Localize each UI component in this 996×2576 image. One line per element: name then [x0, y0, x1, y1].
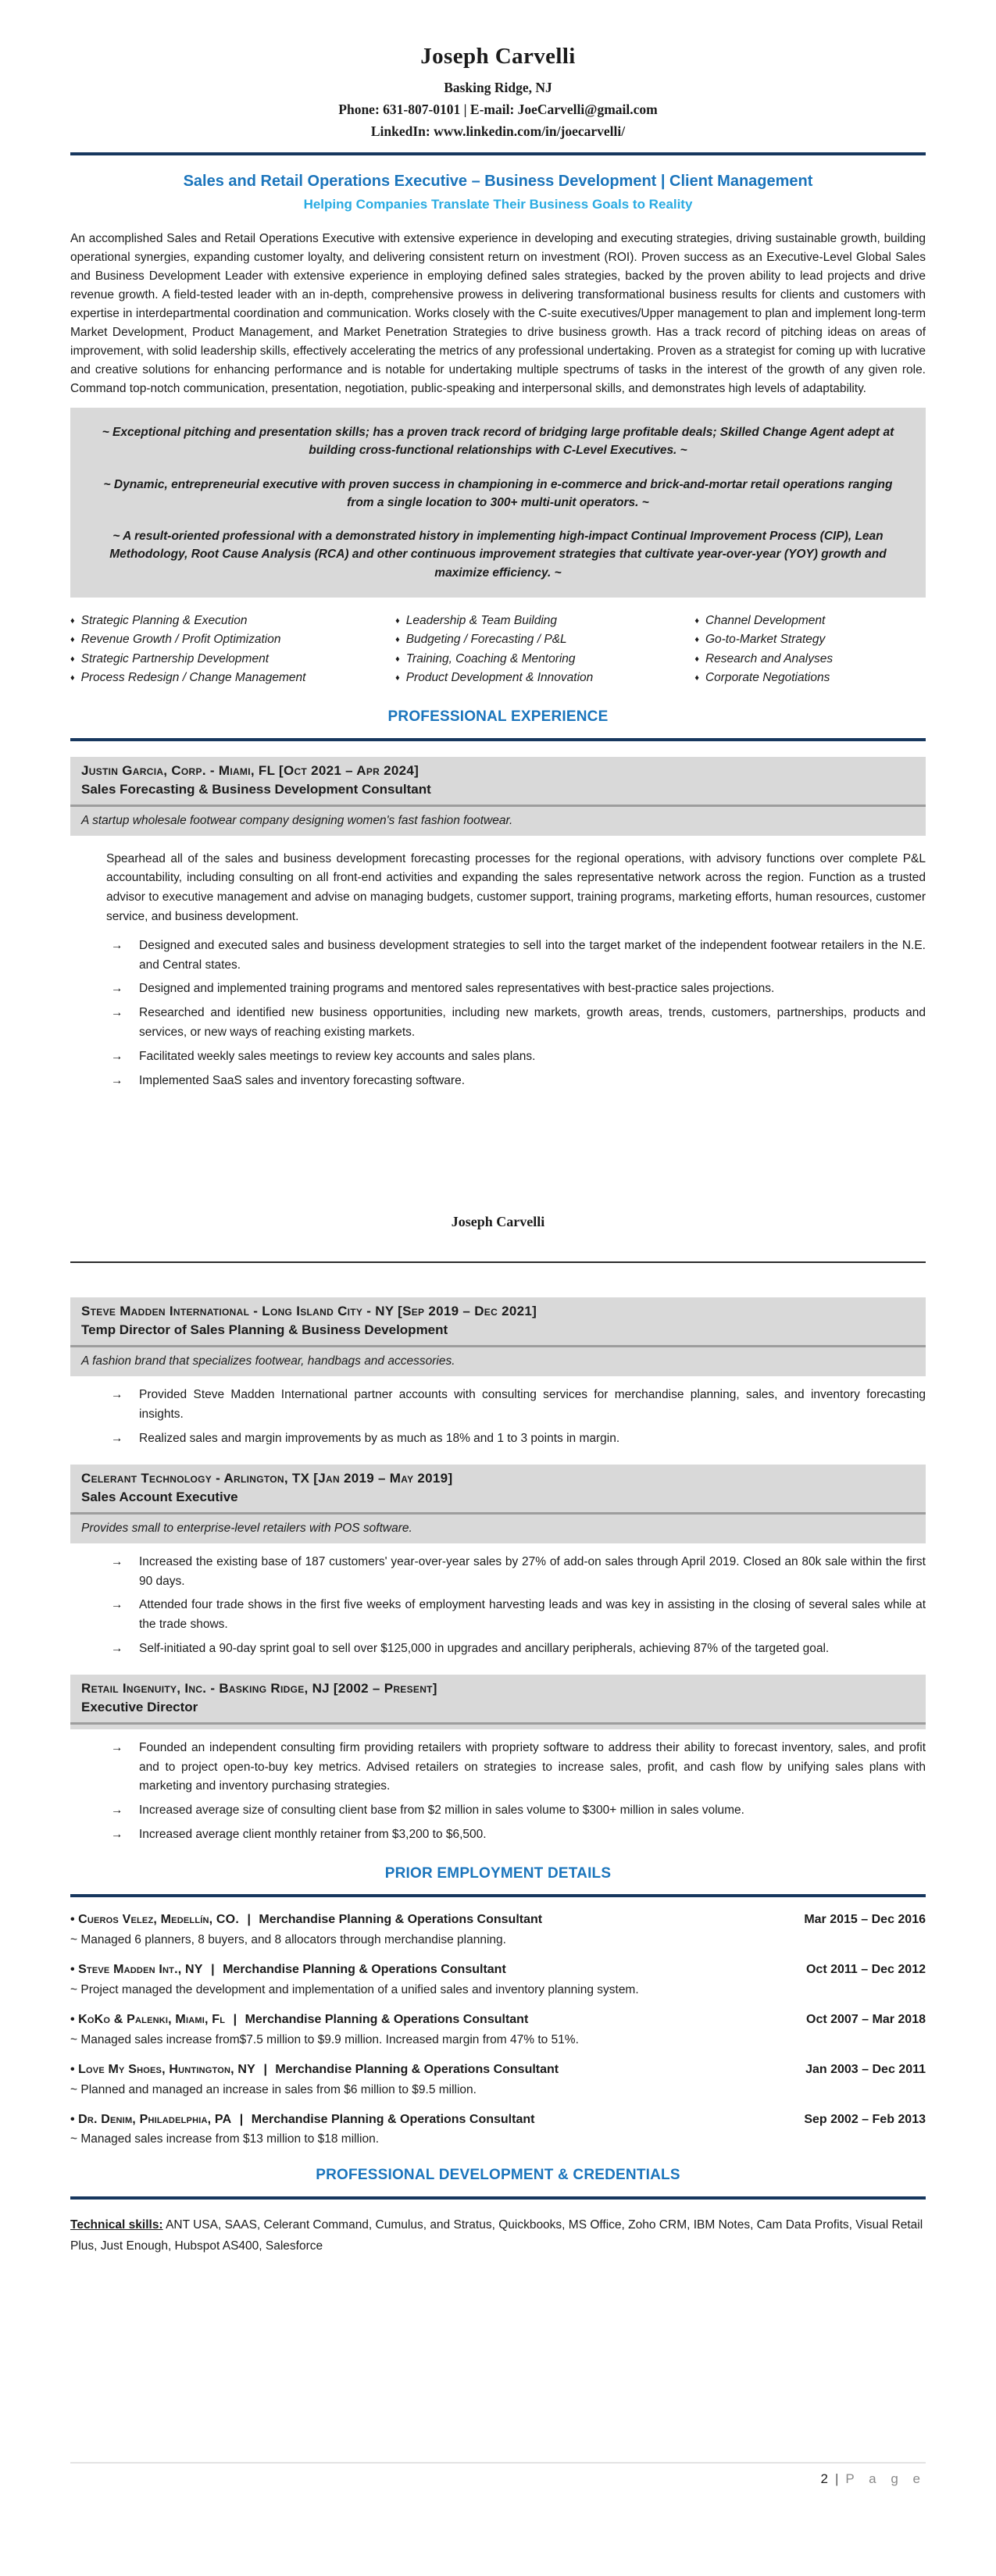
- page-number: [70, 2471, 926, 2487]
- arrow-bullet-icon: →: [111, 1388, 123, 1402]
- bullet-text: Designed and implemented training programs and mentored sales representatives with best-practice sales projections.: [139, 982, 775, 996]
- pipe-separator: |: [247, 1913, 251, 1927]
- prior-company: Love My Shoes, Huntington, NY: [78, 2062, 256, 2076]
- bullet-text: Attended four trade shows in the first five weeks of employment harvesting leads and was key in assisting in the closing of several sales while at the trade shows.: [139, 1598, 926, 1632]
- page-number-value: 2: [820, 2471, 828, 2486]
- highlight-statement: ~ A result-oriented professional with a demonstrated history in implementing high-impact Continual Improvement Process (CIP), Lean Methodology, Root Cause Analysis (RCA) and other continuous improvement strategies that cultivate year-over-year (YOY) growth and maximize efficiency. ~: [109, 530, 887, 580]
- divider: [70, 152, 926, 155]
- job-header: [70, 1297, 926, 1376]
- competency-column: [694, 612, 926, 688]
- diamond-bullet-icon: ♦: [70, 654, 75, 664]
- prior-entry-title: [70, 2012, 528, 2028]
- pipe-separator: |: [233, 2013, 237, 2027]
- job-entry: [70, 1297, 926, 1448]
- headline-title: Sales and Retail Operations Executive – Business Development | Client Management: [183, 173, 813, 190]
- list-item: [70, 1639, 926, 1659]
- job-entry: [70, 757, 926, 1091]
- linkedin-line: LinkedIn: www.linkedin.com/in/joecarvelli/: [370, 123, 626, 139]
- page-footer: [70, 2462, 926, 2487]
- arrow-bullet-icon: →: [111, 1554, 123, 1568]
- list-item: [70, 1553, 926, 1592]
- page-title: Joseph Carvelli: [420, 44, 576, 69]
- list-item: [395, 669, 694, 687]
- bullet-text: Founded an independent consulting firm providing retailers with propriety software to address their ability to forecast inventory, sales, and profit and to project open-to-buy key metrics. Advised retailers on strategies to increase sales, profit, and cash flow by unifying sales plans with marketing and inventory purchasing strategies.: [139, 1740, 926, 1793]
- prior-entry-header: [70, 1912, 926, 1928]
- pipe-separator: |: [211, 1963, 215, 1977]
- list-item: [395, 630, 694, 649]
- competency-label: Revenue Growth / Profit Optimization: [80, 633, 281, 647]
- prior-dates: Jan 2003 – Dec 2011: [805, 2062, 926, 2076]
- competency-label: Channel Development: [705, 613, 826, 627]
- list-item: [70, 669, 395, 687]
- section-heading-prior-employment: PRIOR EMPLOYMENT DETAILS: [384, 1864, 612, 1882]
- job-role: Sales Account Executive: [81, 1489, 238, 1504]
- competency-label: Corporate Negotiations: [705, 671, 830, 685]
- divider: [70, 2462, 926, 2464]
- bullet-text: Increased average client monthly retainer from $3,200 to $6,500.: [139, 1827, 487, 1841]
- prior-employment-entry: [70, 1912, 926, 1947]
- highlight-statement: ~ Dynamic, entrepreneurial executive with proven success in championing in e-commerce and brick-and-mortar retail operations ranging from a single location to 300+ multi-unit operators. ~: [103, 477, 893, 509]
- list-item: [70, 630, 395, 649]
- list-item: [70, 612, 395, 630]
- job-header: [70, 1675, 926, 1729]
- prior-employment-list: [70, 1912, 926, 2146]
- prior-entry-title: [70, 2112, 534, 2128]
- arrow-bullet-icon: →: [111, 1804, 123, 1818]
- prior-entry-title: [70, 2062, 559, 2078]
- competency-column: [395, 612, 694, 688]
- competency-label: Process Redesign / Change Management: [80, 671, 306, 685]
- job-company-line: Justin Garcia, Corp. - Miami, FL [Oct 2021 – Apr 2024]: [81, 762, 419, 778]
- prior-note: ~ Managed sales increase from $13 million to $18 million.: [70, 2132, 380, 2146]
- prior-role: Merchandise Planning & Operations Consultant: [259, 1913, 543, 1927]
- list-item: [70, 650, 395, 669]
- arrow-bullet-icon: →: [111, 1049, 123, 1063]
- technical-skills-label: Technical skills:: [70, 2218, 163, 2232]
- job-bullet-list: [70, 1386, 926, 1448]
- prior-company: Steve Madden Int., NY: [78, 1963, 203, 1977]
- dot-bullet-icon: •: [70, 2013, 75, 2027]
- arrow-bullet-icon: →: [111, 1827, 123, 1841]
- job-bullet-list: [70, 1553, 926, 1659]
- job-company-line: Retail Ingenuity, Inc. - Basking Ridge, NJ [2002 – Present]: [81, 1680, 437, 1696]
- list-item: [70, 1596, 926, 1635]
- arrow-bullet-icon: →: [111, 982, 123, 996]
- list-item: [70, 1739, 926, 1796]
- dot-bullet-icon: •: [70, 2062, 75, 2076]
- bullet-text: Implemented SaaS sales and inventory forecasting software.: [139, 1073, 466, 1087]
- list-item: [70, 1801, 926, 1821]
- prior-entry-header: [70, 2012, 926, 2028]
- diamond-bullet-icon: ♦: [694, 615, 699, 626]
- job-header: [70, 757, 926, 836]
- list-item: [70, 937, 926, 976]
- prior-note: ~ Managed sales increase from$7.5 million to $9.9 million. Increased margin from 47% to 51%.: [70, 2032, 579, 2046]
- bullet-text: Self-initiated a 90-day sprint goal to sell over $125,000 in upgrades and ancillary peripherals, achieving 87% of the targeted goal.: [139, 1641, 830, 1655]
- technical-skills-text: ANT USA, SAAS, Celerant Command, Cumulus, and Stratus, Quickbooks, MS Office, Zoho CRM, IBM Notes, Cam Data Profits, Visual Retail Plus, Just Enough, Hubspot AS400, Salesforce: [70, 2218, 923, 2253]
- competency-label: Go-to-Market Strategy: [705, 633, 826, 647]
- pipe-separator: |: [239, 2112, 244, 2126]
- divider: [70, 738, 926, 741]
- core-competencies: [70, 612, 926, 688]
- job-bullet-list: [70, 937, 926, 1091]
- list-item: [694, 612, 926, 630]
- section-heading-experience: PROFESSIONAL EXPERIENCE: [387, 708, 609, 725]
- prior-employment-entry: [70, 2062, 926, 2097]
- list-item: [694, 630, 926, 649]
- list-item: [70, 1825, 926, 1845]
- job-company-description: Provides small to enterprise-level retailers with POS software.: [81, 1521, 412, 1535]
- prior-company: Dr. Denim, Philadelphia, PA: [78, 2112, 232, 2126]
- prior-role: Merchandise Planning & Operations Consultant: [251, 2112, 535, 2126]
- prior-entry-title: [70, 1912, 542, 1928]
- job-role: Sales Forecasting & Business Development Consultant: [81, 781, 431, 797]
- list-item: [70, 1047, 926, 1067]
- job-role: Executive Director: [81, 1699, 198, 1714]
- diamond-bullet-icon: ♦: [70, 673, 75, 683]
- bullet-text: Realized sales and margin improvements by as much as 18% and 1 to 3 points in margin.: [139, 1431, 620, 1445]
- highlight-box: [70, 408, 926, 598]
- dot-bullet-icon: •: [70, 2112, 75, 2126]
- prior-entry-header: [70, 1962, 926, 1978]
- diamond-bullet-icon: ♦: [395, 673, 400, 683]
- arrow-bullet-icon: →: [111, 1598, 123, 1612]
- list-item: [694, 650, 926, 669]
- arrow-bullet-icon: →: [111, 1006, 123, 1020]
- prior-entry-title: [70, 1962, 506, 1978]
- page-break-gap: [70, 1095, 926, 1214]
- job-bullet-list: [70, 1739, 926, 1845]
- bullet-text: Facilitated weekly sales meetings to review key accounts and sales plans.: [139, 1049, 536, 1063]
- prior-note: ~ Managed 6 planners, 8 buyers, and 8 allocators through merchandise planning.: [70, 1933, 506, 1947]
- arrow-bullet-icon: →: [111, 1431, 123, 1445]
- diamond-bullet-icon: ♦: [694, 635, 699, 645]
- job-company-description: A fashion brand that specializes footwear, handbags and accessories.: [81, 1354, 455, 1368]
- prior-employment-entry: [70, 2012, 926, 2047]
- bullet-text: Researched and identified new business opportunities, including new markets, growth areas, trends, customers, partnerships, products and services, or new ways of reaching existing markets.: [139, 1006, 926, 1039]
- competency-label: Strategic Partnership Development: [80, 651, 269, 665]
- diamond-bullet-icon: ♦: [395, 635, 400, 645]
- prior-role: Merchandise Planning & Operations Consultant: [245, 2013, 529, 2027]
- divider: [70, 2196, 926, 2200]
- competency-label: Strategic Planning & Execution: [80, 613, 248, 627]
- technical-skills: [70, 2215, 926, 2257]
- bullet-text: Designed and executed sales and business development strategies to sell into the target market of the independent footwear retailers in the N.E. and Central states.: [139, 938, 926, 972]
- headline-tagline: Helping Companies Translate Their Business Goals to Reality: [303, 197, 693, 212]
- job-company-description: A startup wholesale footwear company designing women's fast fashion footwear.: [81, 813, 513, 827]
- arrow-bullet-icon: →: [111, 1740, 123, 1754]
- list-item: [70, 1004, 926, 1043]
- page2-running-header: Joseph Carvelli: [451, 1214, 545, 1230]
- list-item: [395, 650, 694, 669]
- bullet-text: Increased average size of consulting client base from $2 million in sales volume to $300+ million in sales volume.: [139, 1804, 744, 1818]
- diamond-bullet-icon: ♦: [694, 673, 699, 683]
- prior-company: Cueros Velez, Medellín, CO.: [78, 1913, 239, 1927]
- bullet-text: Provided Steve Madden International partner accounts with consulting services for merchandise planning, sales, and inventory forecasting insights.: [139, 1388, 926, 1422]
- location-line: Basking Ridge, NJ: [444, 80, 552, 95]
- job-entry: [70, 1465, 926, 1659]
- list-item: [70, 1386, 926, 1425]
- job-header: [70, 1465, 926, 1543]
- prior-dates: Oct 2011 – Dec 2012: [805, 1963, 926, 1977]
- arrow-bullet-icon: →: [111, 1641, 123, 1655]
- prior-entry-header: [70, 2062, 926, 2078]
- phone-email-line: Phone: 631-807-0101 | E-mail: JoeCarvelli@gmail.com: [338, 102, 658, 117]
- diamond-bullet-icon: ♦: [70, 635, 75, 645]
- resume-header: [70, 44, 926, 140]
- arrow-bullet-icon: →: [111, 938, 123, 952]
- competency-label: Leadership & Team Building: [405, 613, 558, 627]
- diamond-bullet-icon: ♦: [395, 654, 400, 664]
- job-paragraph: Spearhead all of the sales and business development forecasting processes for the regional operations, with advisory functions over complete P&L accountability, including consulting on all front-end activities and expanding the sales representative network across the region. Function as a trusted advisor to executive management and advise on managing budgets, customer support, training programs, marketing efforts, human resources, customer service, and business development.: [106, 851, 926, 923]
- job-entry: [70, 1675, 926, 1845]
- prior-company: KoKo & Palenki, Miami, Fl: [78, 2013, 226, 2027]
- dot-bullet-icon: •: [70, 1963, 75, 1977]
- arrow-bullet-icon: →: [111, 1073, 123, 1087]
- divider: [70, 1725, 926, 1729]
- page-label: P a g e: [845, 2471, 926, 2486]
- list-item: [70, 1429, 926, 1449]
- bullet-text: Increased the existing base of 187 customers' year-over-year sales by 27% of add-on sales through April 2019. Closed an 80k sale within the first 90 days.: [139, 1554, 926, 1588]
- section-heading-credentials: PROFESSIONAL DEVELOPMENT & CREDENTIALS: [316, 2167, 680, 2184]
- divider: [70, 1261, 926, 1263]
- prior-dates: Sep 2002 – Feb 2013: [804, 2112, 926, 2126]
- summary-paragraph: An accomplished Sales and Retail Operations Executive with extensive experience in developing and executing strategies, driving sustainable growth, building operational synergies, expanding customer loyalty, and delivering consistent return on investment (ROI). Proven success as an Executive-Level Global Sales and Business Development Leader with extensive experience in employing defined sales strategies, backed by the proven ability to lead projects and drive revenue growth. A field-tested leader with an in-depth, comprehensive prowess in delivering transformational business results for clients and customers with expertise in interdepartmental coordination and communication. Works closely with the C-suite executives/Upper management to plan and implement long-term Market Development, Product Management, and Market Penetration Strategies to drive business growth. Has a track record of pitching ideas on areas of improvement, with solid leadership skills, effectively accelerating the metrics of any professional undertaking. Proven as a strategist for coming up with lucrative and creative solutions for enhancing performance and is notable for undertaking multiple spectrums of tasks in the interest of the growth of any given role. Command top-notch communication, presentation, negotiation, public-speaking and interpersonal skills, and demonstrates high levels of adaptability.: [70, 232, 926, 396]
- diamond-bullet-icon: ♦: [70, 615, 75, 626]
- job-role: Temp Director of Sales Planning & Business Development: [81, 1322, 448, 1338]
- prior-entry-header: [70, 2112, 926, 2128]
- highlight-statement: ~ Exceptional pitching and presentation skills; has a proven track record of bridging large profitable deals; Skilled Change Agent adept at building cross-functional relationships with C-Level Executives. ~: [102, 426, 894, 458]
- list-item: [70, 979, 926, 999]
- prior-employment-entry: [70, 1962, 926, 1997]
- dot-bullet-icon: •: [70, 1913, 75, 1927]
- prior-role: Merchandise Planning & Operations Consultant: [223, 1963, 506, 1977]
- competency-label: Product Development & Innovation: [405, 671, 594, 685]
- prior-note: ~ Project managed the development and implementation of a unified sales and inventory planning system.: [70, 1983, 639, 1997]
- diamond-bullet-icon: ♦: [395, 615, 400, 626]
- competency-column: [70, 612, 395, 688]
- pipe-separator: |: [263, 2062, 267, 2076]
- list-item: [395, 612, 694, 630]
- prior-role: Merchandise Planning & Operations Consultant: [275, 2062, 559, 2076]
- list-item: [694, 669, 926, 687]
- list-item: [70, 1072, 926, 1091]
- prior-note: ~ Planned and managed an increase in sales from $6 million to $9.5 million.: [70, 2082, 477, 2096]
- job-company-line: Steve Madden International - Long Island City - NY [Sep 2019 – Dec 2021]: [81, 1304, 537, 1319]
- competency-label: Training, Coaching & Mentoring: [405, 651, 576, 665]
- competency-label: Budgeting / Forecasting / P&L: [405, 633, 567, 647]
- diamond-bullet-icon: ♦: [694, 654, 699, 664]
- job-company-line: Celerant Technology - Arlington, TX [Jan 2019 – May 2019]: [81, 1470, 453, 1486]
- divider: [70, 1894, 926, 1897]
- prior-dates: Oct 2007 – Mar 2018: [806, 2013, 926, 2027]
- prior-dates: Mar 2015 – Dec 2016: [804, 1913, 926, 1927]
- prior-employment-entry: [70, 2112, 926, 2147]
- competency-label: Research and Analyses: [705, 651, 834, 665]
- pipe-separator: |: [835, 2471, 839, 2486]
